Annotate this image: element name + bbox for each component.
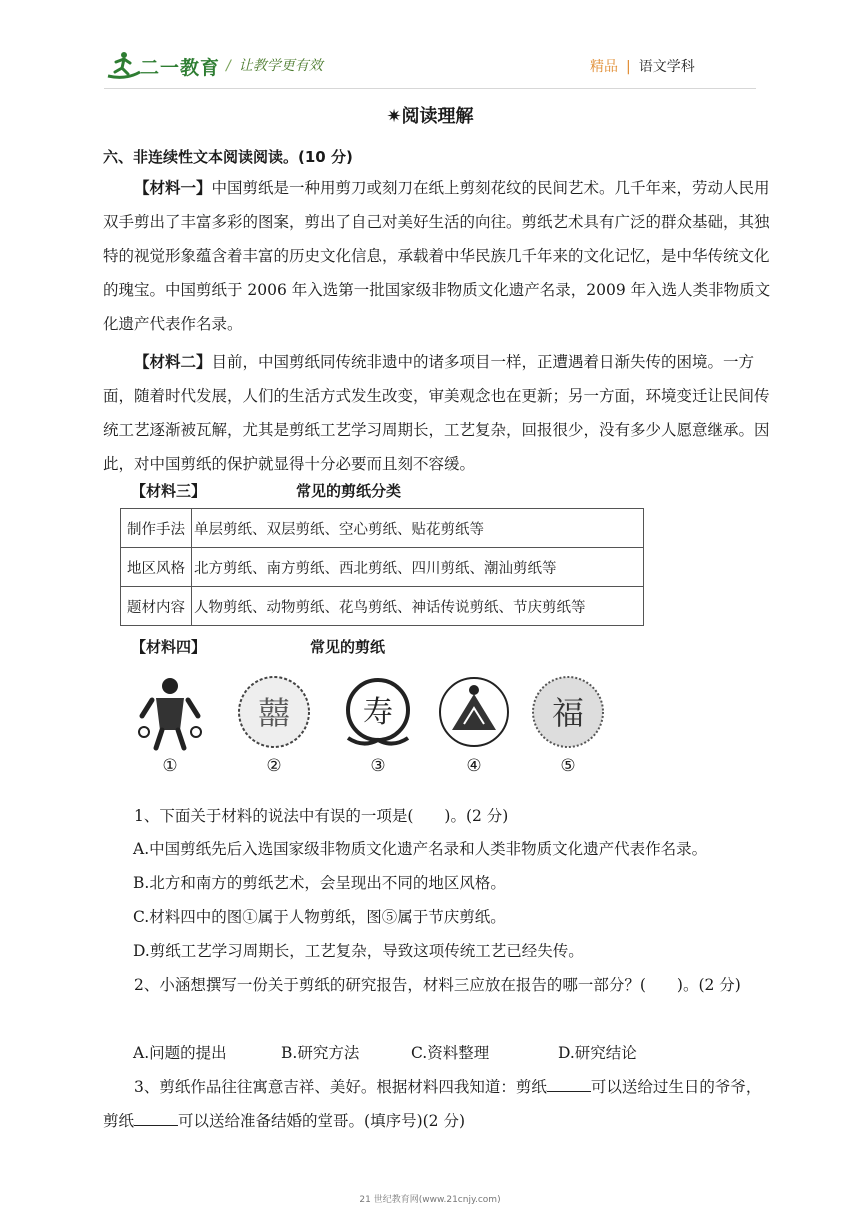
question-2-option-c: C.资料整理 [411, 1044, 490, 1062]
classification-table [120, 508, 644, 626]
table-cell: 题材内容 [121, 587, 192, 626]
question-3 [103, 1070, 775, 1138]
question-2-option-b: B.研究方法 [281, 1044, 360, 1062]
material-two-text: 目前，中国剪纸同传统非遗中的诸多项目一样，正遭遇着日渐失传的困境。一方面，随着时代发展，人们的生活方式发生改变，审美观念也在更新；另一方面，环境变迁让民间传统工艺逐渐被瓦解，尤其是剪纸工艺学习周期长，工艺复杂，回报很少，没有多少人愿意继承。因此，对中国剪纸的保护就显得十分必要而且刻不容缓。 [103, 353, 770, 473]
question-2-option-d: D.研究结论 [558, 1044, 637, 1062]
figure-number: ③ [370, 756, 386, 776]
papercut-figure [528, 672, 608, 782]
question-2-option-a: A.问题的提出 [133, 1044, 227, 1062]
papercut-double-happiness-icon [234, 672, 314, 752]
question-2-stem: 2、小涵想撰写一份关于剪纸的研究报告，材料三应放在报告的哪一部分？( )。(2 分) [134, 976, 741, 994]
papercut-figure [434, 672, 514, 782]
material-one-text: 中国剪纸是一种用剪刀或刻刀在纸上剪刻花纹的民间艺术。几千年来，劳动人民用双手剪出了丰富多彩的图案，剪出了自己对美好生活的向往。剪纸艺术具有广泛的群众基础，其独特的视觉形象蕴含着丰富的历史文化信息，承载着中华民族几千年来的文化记忆，是中华传统文化的瑰宝。中国剪纸于 2006 年入选第一批国家级非物质文化遗产名录，2009 年入选人类非物质文化遗产代表作名录。 [103, 179, 771, 333]
question-1-option-b: B.北方和南方的剪纸艺术，会呈现出不同的地区风格。 [133, 874, 506, 892]
papercut-figure [234, 672, 314, 782]
material-four-heading [131, 636, 385, 657]
material-three-caption: 常见的剪纸分类 [296, 482, 402, 500]
page-footer: 21 世纪教育网(www.21cnjy.com) [359, 1195, 501, 1205]
subject-label: 语文学科 [638, 59, 695, 75]
figure-number: ④ [466, 756, 482, 776]
slogan: / 让教学更有效 [226, 58, 323, 74]
papercut-figure [130, 672, 210, 782]
papercut-fish-icon [434, 672, 514, 752]
logo-text: 二一教育 [140, 57, 221, 79]
papercut-figure [338, 672, 418, 782]
page-header [0, 0, 860, 92]
table-cell: 地区风格 [121, 548, 192, 587]
papercut-fortune-icon [528, 672, 608, 752]
material-four-caption: 常见的剪纸 [310, 638, 386, 656]
material-one-label: 【材料一】 [134, 179, 212, 197]
table-row [121, 587, 644, 626]
figure-number: ① [162, 756, 178, 776]
material-two-label: 【材料二】 [134, 353, 212, 371]
material-three-label: 【材料三】 [131, 482, 207, 500]
table-cell: 人物剪纸、动物剪纸、花鸟剪纸、神话传说剪纸、节庆剪纸等 [192, 587, 644, 626]
material-two [103, 345, 775, 481]
question-1-stem: 1、下面关于材料的说法中有误的一项是( )。(2 分) [134, 807, 509, 825]
material-one [103, 171, 775, 341]
papercut-person-icon [130, 672, 210, 752]
page-title: ✷阅读理解 [386, 106, 474, 127]
papercut-longevity-icon [338, 672, 418, 752]
table-row [121, 509, 644, 548]
answer-blank[interactable] [134, 1110, 178, 1126]
papercut-gallery [140, 672, 620, 782]
figure-number: ⑤ [560, 756, 576, 776]
material-three-heading [131, 480, 401, 501]
question-1-option-c: C.材料四中的图①属于人物剪纸，图⑤属于节庆剪纸。 [133, 908, 506, 926]
table-cell: 北方剪纸、南方剪纸、西北剪纸、四川剪纸、潮汕剪纸等 [192, 548, 644, 587]
section-heading: 六、非连续性文本阅读阅读。(10 分) [103, 148, 353, 166]
papercut-glyph: 寿 [363, 695, 393, 730]
question-3-part1: 3、剪纸作品往往寓意吉祥、美好。根据材料四我知道：剪纸 [134, 1078, 547, 1096]
table-cell: 制作手法 [121, 509, 192, 548]
papercut-glyph: 福 [551, 694, 585, 732]
header-divider [104, 88, 756, 89]
slogan-text: 让教学更有效 [238, 58, 323, 74]
question-1-option-d: D.剪纸工艺学习周期长，工艺复杂，导致这项传统工艺已经失传。 [133, 942, 584, 960]
figure-number: ② [266, 756, 282, 776]
question-3-part3: 可以送给准备结婚的堂哥。(填序号)(2 分) [178, 1112, 465, 1130]
table-cell: 单层剪纸、双层剪纸、空心剪纸、贴花剪纸等 [192, 509, 644, 548]
papercut-glyph: 囍 [257, 694, 291, 732]
header-right: 精品 | 语文学科 [590, 59, 695, 75]
question-3-part2: 可以送给过生日的爷爷，剪纸 [103, 1078, 762, 1130]
answer-blank[interactable] [547, 1076, 591, 1092]
material-four-label: 【材料四】 [131, 638, 207, 656]
premium-label: 精品 [590, 59, 618, 75]
table-row [121, 548, 644, 587]
question-1-option-a: A.中国剪纸先后入选国家级非物质文化遗产名录和人类非物质文化遗产代表作名录。 [133, 840, 708, 858]
